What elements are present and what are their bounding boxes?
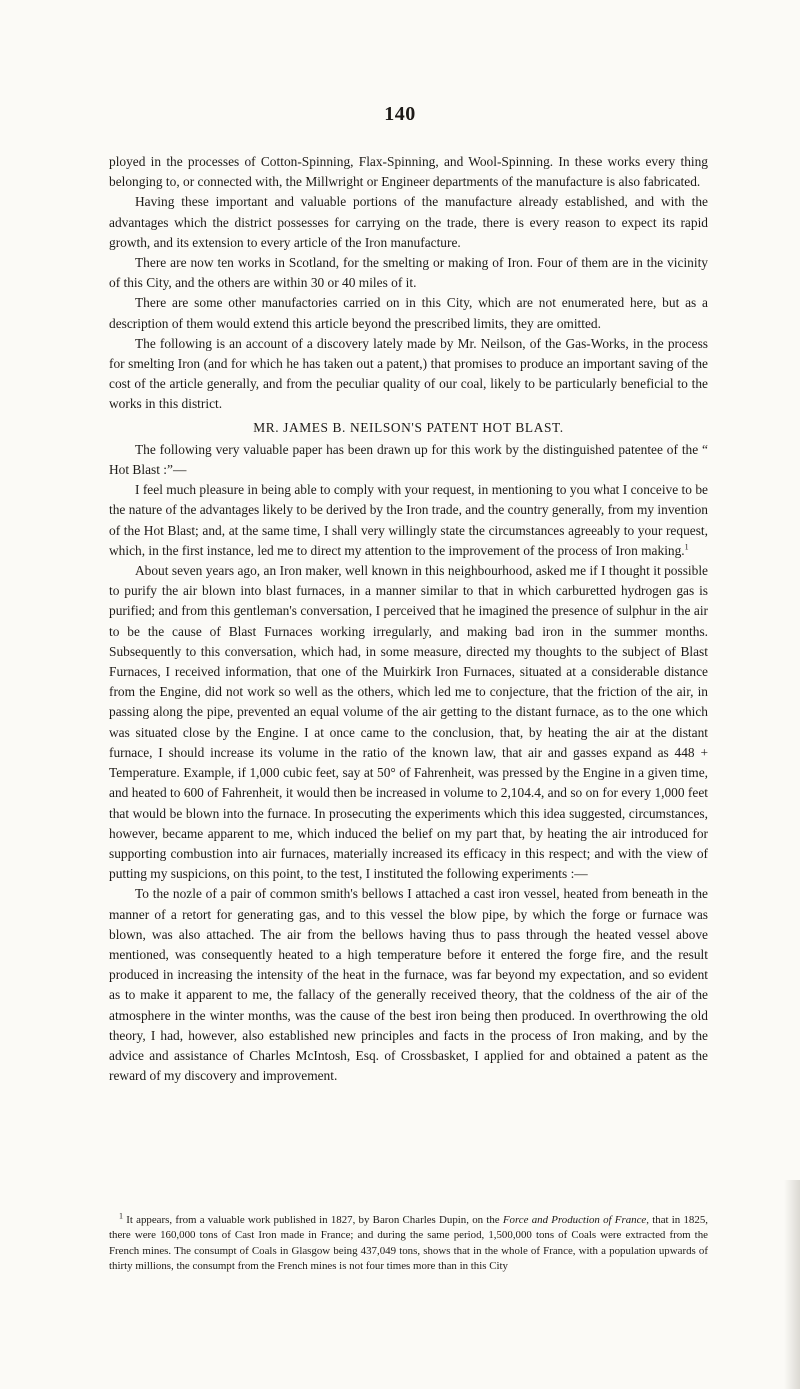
paragraph-4: There are some other manufactories carried on in this City, which are not enumerated here, but as a description of them would extend this article beyond the prescribed limits, they are omitted. [109, 295, 708, 331]
footnote [109, 1213, 708, 1275]
paragraph-6: The following very valuable paper has been drawn up for this work by the distinguished patentee of the “ Hot Blast :”— [109, 441, 708, 478]
paragraph-7-text: I feel much pleasure in being able to comply with your request, in mentioning to you what I conceive to be the nature of the advantages likely to be derived by the Iron trade, and the country generally, from my invention of the Hot Blast; and, at the same time, I shall very willingly state the circumstances agreeably to your request, which, in the first instance, led me to direct my attention to the improvement of the process of Iron making. [109, 482, 708, 558]
footnote-text-a: It appears, from a valuable work published in 1827, by Baron Charles Dupin, on the [126, 1214, 503, 1226]
footnote-book-title: Force and Production of France [502, 1214, 647, 1226]
paragraph-9: To the nozle of a pair of common smith's bellows I attached a cast iron vessel, heated from beneath in the manner of a retort for generating gas, and to this vessel the blow pipe, by which the forge or furnace was blown, was also attached. The air from the bellows having thus to pass through the heated vessel above mentioned, was consequently heated to a high temperature before it entered the forge fire, and the result produced in increasing the intensity of the heat in the furnace, was far beyond my expectation, and so evident as to make it apparent to me, the fallacy of the generally received theory, that the coldness of the air of the atmosphere in the winter months, was the cause of the best iron being then produced. In overthrowing the old theory, I had, however, also established new principles and facts in the process of Iron making, and by the advice and assistance of Charles McIntosh, Esq. of Crossbasket, I applied for and obtained a patent as the reward of my discovery and improvement. [109, 886, 708, 1084]
footnote-reference: 1 [684, 542, 689, 552]
page-number: 140 [384, 103, 416, 125]
footnote-marker: 1 [119, 1211, 123, 1221]
paragraph-1: ployed in the processes of Cotton-Spinning, Flax-Spinning, and Wool-Spinning. In these works every thing belonging to, or connected with, the Millwright or Engineer departments of the manufacture is also fabricated. [109, 154, 708, 190]
footnote-text-b: , that in 1825, there were 160,000 tons of Cast Iron made in France; and during the same period, 1,500,000 tons of Coals were extracted from the French mines. The consumpt of Coals in Glasgow being 437,049 tons, shows that in the whole of France, with a population upwards of thirty millions, the consumpt from the French mines is not four times more than in this City [109, 1214, 708, 1273]
paragraph-8: About seven years ago, an Iron maker, well known in this neighbourhood, asked me if I thought it possible to purify the air blown into blast furnaces, in a manner similar to that in which carburetted hydrogen gas is purified; and from this gentleman's conversation, I perceived that he imagined the presence of sulphur in the air to be the cause of Blast Furnaces working irregularly, and making bad iron in the summer months. Subsequently to this conversation, which had, in some measure, directed my thoughts to the subject of Blast Furnaces, I received information, that one of the Muirkirk Iron Furnaces, situated at a considerable distance from the Engine, did not work so well as the others, which led me to conjecture, that the friction of the air, in passing along the pipe, prevented an equal volume of the air getting to the distant furnace, as to the one which was situated close by the Engine. I at once came to the conclusion, that, by heating the air at the distant furnace, I should increase its volume in the ratio of the known law, that air and gasses expand as 448 + Temperature. Example, if 1,000 cubic feet, say at 50° of Fahrenheit, was pressed by the Engine in a given time, and heated to 600 of Fahrenheit, it would then be increased in volume to 2,104.4, and so on for every 1,000 feet that would be blown into the furnace. In prosecuting the experiments which this idea suggested, circumstances, however, became apparent to me, which induced the belief on my part that, by heating the air introduced for supporting combustion into air furnaces, materially increased its efficacy in this respect; and with the view of putting my suspicions, on this point, to the test, I instituted the following experiments :— [109, 563, 708, 882]
paragraph-7 [109, 480, 708, 561]
main-text [109, 152, 708, 1086]
page-edge-shadow [784, 1180, 800, 1389]
paragraph-5: The following is an account of a discovery lately made by Mr. Neilson, of the Gas-Works, in the process for smelting Iron (and for which he has taken out a patent,) that promises to produce an important saving of the cost of the article generally, and from the peculiar quality of our coal, likely to be particularly beneficial to the works in this district. [109, 335, 708, 412]
section-heading: MR. JAMES B. NEILSON'S PATENT HOT BLAST. [253, 419, 564, 435]
paragraph-3: There are now ten works in Scotland, for the smelting or making of Iron. Four of them are in the vicinity of this City, and the others are within 30 or 40 miles of it. [109, 255, 708, 291]
paragraph-2: Having these important and valuable portions of the manufacture already established, and with the advantages which the district possesses for carrying on the trade, there is every reason to expect its rapid growth, and its extension to every article of the Iron manufacture. [109, 194, 708, 250]
